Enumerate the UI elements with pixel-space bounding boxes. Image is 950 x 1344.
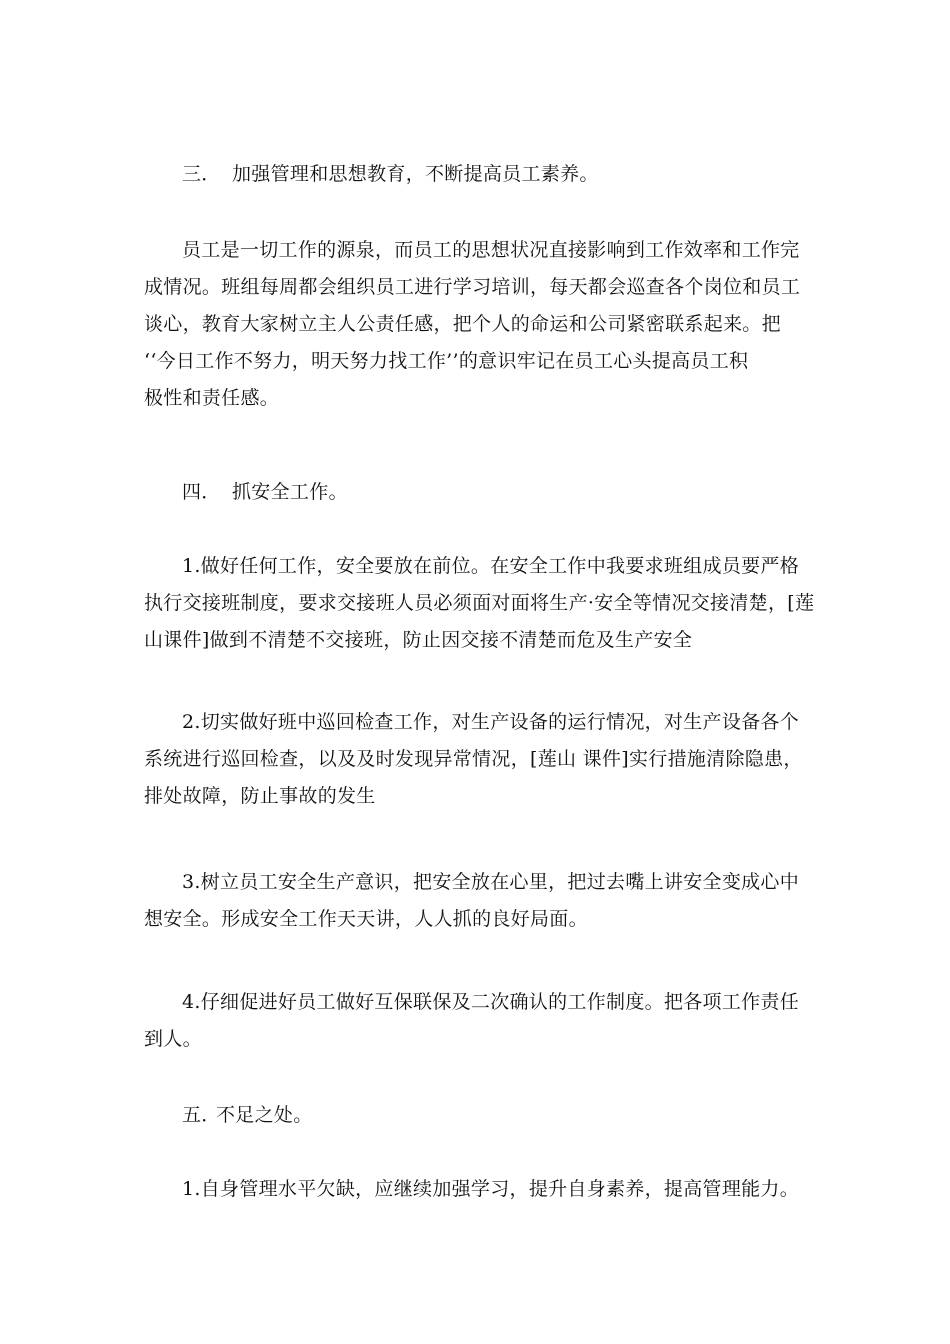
paragraph-shortcoming-item-1 xyxy=(144,1171,808,1208)
section-heading-5 xyxy=(144,1097,808,1134)
paragraph-safety-item-3 xyxy=(144,864,808,938)
section-number: 三． xyxy=(182,163,221,185)
paragraph-safety-item-2 xyxy=(144,704,808,815)
section-title: 加强管理和思想教育，不断提高员工素养。 xyxy=(232,163,599,185)
section-heading-4 xyxy=(144,474,808,511)
paragraph-line: 到人。 xyxy=(144,1028,202,1050)
paragraph-line: 系统进行巡回检查，以及及时发现异常情况，[莲山 课件]实行措施清除隐患， xyxy=(144,748,803,770)
paragraph-line: 谈心，教育大家树立主人公责任感，把个人的命运和公司紧密联系起来。把 xyxy=(144,313,781,335)
paragraph-safety-item-4 xyxy=(144,984,808,1058)
paragraph-line: 极性和责任感。 xyxy=(144,387,280,409)
paragraph-line: 1.自身管理水平欠缺，应继续加强学习，提升自身素养，提高管理能力。 xyxy=(182,1178,800,1200)
section-number: 四． xyxy=(182,481,221,503)
paragraph-line: 成情况。班组每周都会组织员工进行学习培训，每天都会巡查各个岗位和员工 xyxy=(144,276,801,298)
paragraph-line: ‘‘今日工作不努力，明天努力找工作’’的意识牢记在员工心头提高员工积 xyxy=(144,350,749,372)
paragraph-line: 2.切实做好班中巡回检查工作，对生产设备的运行情况，对生产设备各个 xyxy=(182,711,800,733)
paragraph-line: 4.仔细促进好员工做好互保联保及二次确认的工作制度。把各项工作责任 xyxy=(182,991,800,1013)
paragraph-safety-item-1 xyxy=(144,548,815,659)
paragraph-staff-education xyxy=(144,232,808,417)
section-title: 不足之处。 xyxy=(216,1104,313,1126)
section-number: 五． xyxy=(182,1104,221,1126)
section-heading-3 xyxy=(144,156,808,193)
paragraph-line: 想安全。形成安全工作天天讲，人人抓的良好局面。 xyxy=(144,908,588,930)
paragraph-line: 3.树立员工安全生产意识，把安全放在心里，把过去嘴上讲安全变成心中 xyxy=(182,871,800,893)
paragraph-line: 山课件]做到不清楚不交接班，防止因交接不清楚而危及生产安全 xyxy=(144,629,693,651)
paragraph-line: 执行交接班制度，要求交接班人员必须面对面将生产·安全等情况交接清楚，[莲 xyxy=(144,592,815,614)
paragraph-line: 1.做好任何工作，安全要放在前位。在安全工作中我要求班组成员要严格 xyxy=(182,555,800,577)
paragraph-line: 排处故障，防止事故的发生 xyxy=(144,785,376,807)
section-title: 抓安全工作。 xyxy=(232,481,348,503)
paragraph-line: 员工是一切工作的源泉，而员工的思想状况直接影响到工作效率和工作完 xyxy=(182,239,800,261)
